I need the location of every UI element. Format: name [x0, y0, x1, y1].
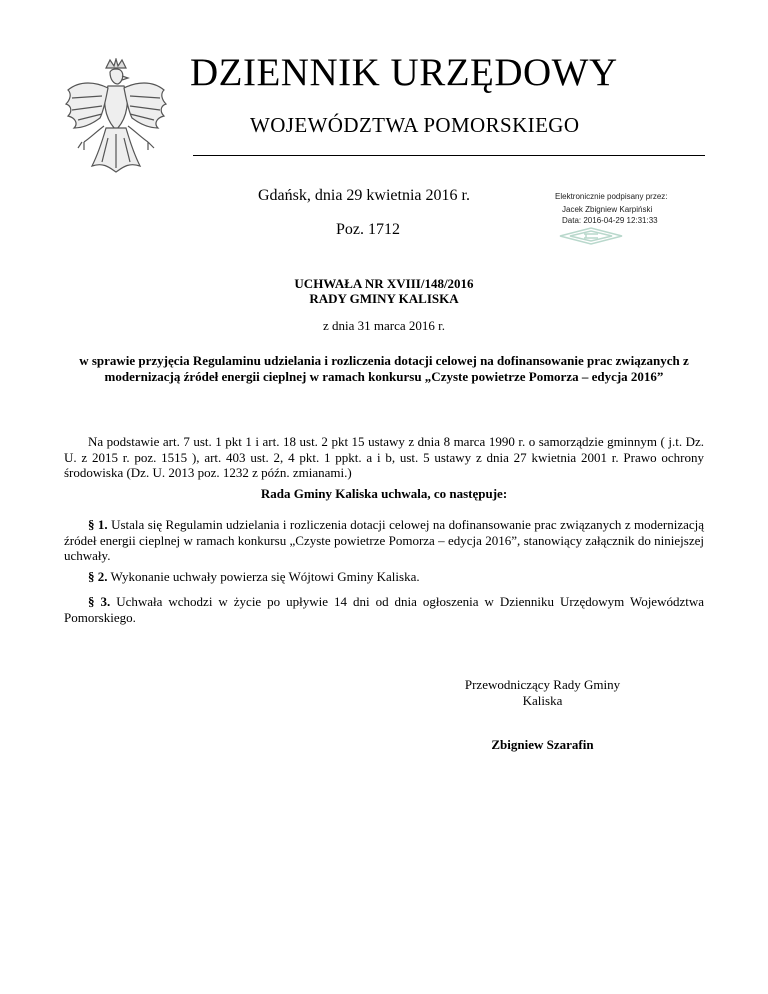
- paragraph-3: [64, 594, 704, 625]
- resolution-subject: w sprawie przyjęcia Regulaminu udzielania i rozliczenia dotacji celowej na dofinansowanie prac związanych z modernizacją źródeł energii cieplnej w ramach konkursu „Czyste powietrze Pomorza – edycja 2016”: [79, 353, 689, 384]
- paragraph-2-number: § 2.: [88, 569, 108, 584]
- legal-basis: [64, 434, 704, 481]
- paragraph-2-text: Wykonanie uchwały powierza się Wójtowi Gminy Kaliska.: [110, 569, 420, 584]
- paragraph-1-number: § 1.: [88, 517, 108, 532]
- paragraph-1-text: Ustala się Regulamin udzielania i rozliczenia dotacji celowej na dofinansowanie prac związanych z modernizacją źródeł energii cieplnej w ramach konkursu „Czyste powietrze Pomorza – edycja 2016”, stanowiący załącznik do niniejszej uchwały.: [64, 517, 705, 563]
- signature-date: Data: 2016-04-29 12:31:33: [562, 216, 658, 225]
- resolution-title: [64, 276, 704, 306]
- paragraph-3-number: § 3.: [88, 594, 111, 609]
- resolution-issuer: RADY GMINY KALISKA: [309, 291, 459, 306]
- journal-title: DZIENNIK URZĘDOWY: [190, 51, 618, 94]
- position-number: Poz. 1712: [336, 221, 400, 238]
- polish-eagle-emblem-icon: [62, 58, 170, 174]
- header-divider: [193, 155, 705, 156]
- resolution-number: UCHWAŁA NR XVIII/148/2016: [294, 276, 474, 291]
- chair-title-line2: Kaliska: [522, 693, 563, 708]
- e-signature-mark-icon: [556, 226, 626, 246]
- resolution-date: z dnia 31 marca 2016 r.: [322, 318, 445, 333]
- legal-basis-text: Na podstawie art. 7 ust. 1 pkt 1 i art. 18 ust. 2 pkt 15 ustawy z dnia 8 marca 1990 r. o samorządzie gminnym ( j.t. Dz. U. z 2015 r. poz. 1515 ), art. 403 ust. 2, 4 pkt. 1 ppkt. a i b, ust. 5 ustawy z dnia 27 kwietnia 2001 r. Prawo ochrony środowiska (Dz. U. 2013 poz. 1232 z późn. zmianami.): [64, 434, 704, 480]
- paragraph-2: [64, 569, 704, 585]
- journal-subtitle: WOJEWÓDZTWA POMORSKIEGO: [250, 113, 580, 137]
- chair-title: [430, 677, 655, 709]
- chair-title-line1: Przewodniczący Rady Gminy: [464, 677, 621, 692]
- signature-name: Jacek Zbigniew Karpiński: [562, 205, 653, 214]
- paragraph-3-text: Uchwała wchodzi w życie po upływie 14 dni od dnia ogłoszenia w Dzienniku Urzędowym Województwa Pomorskiego.: [64, 594, 705, 625]
- publication-place-date: Gdańsk, dnia 29 kwietnia 2016 r.: [258, 187, 470, 204]
- council-decision-heading: Rada Gminy Kaliska uchwala, co następuje:: [260, 486, 508, 501]
- signer-name: Zbigniew Szarafin: [491, 737, 594, 752]
- paragraph-1: [64, 517, 704, 564]
- signature-label: Elektronicznie podpisany przez:: [555, 192, 668, 201]
